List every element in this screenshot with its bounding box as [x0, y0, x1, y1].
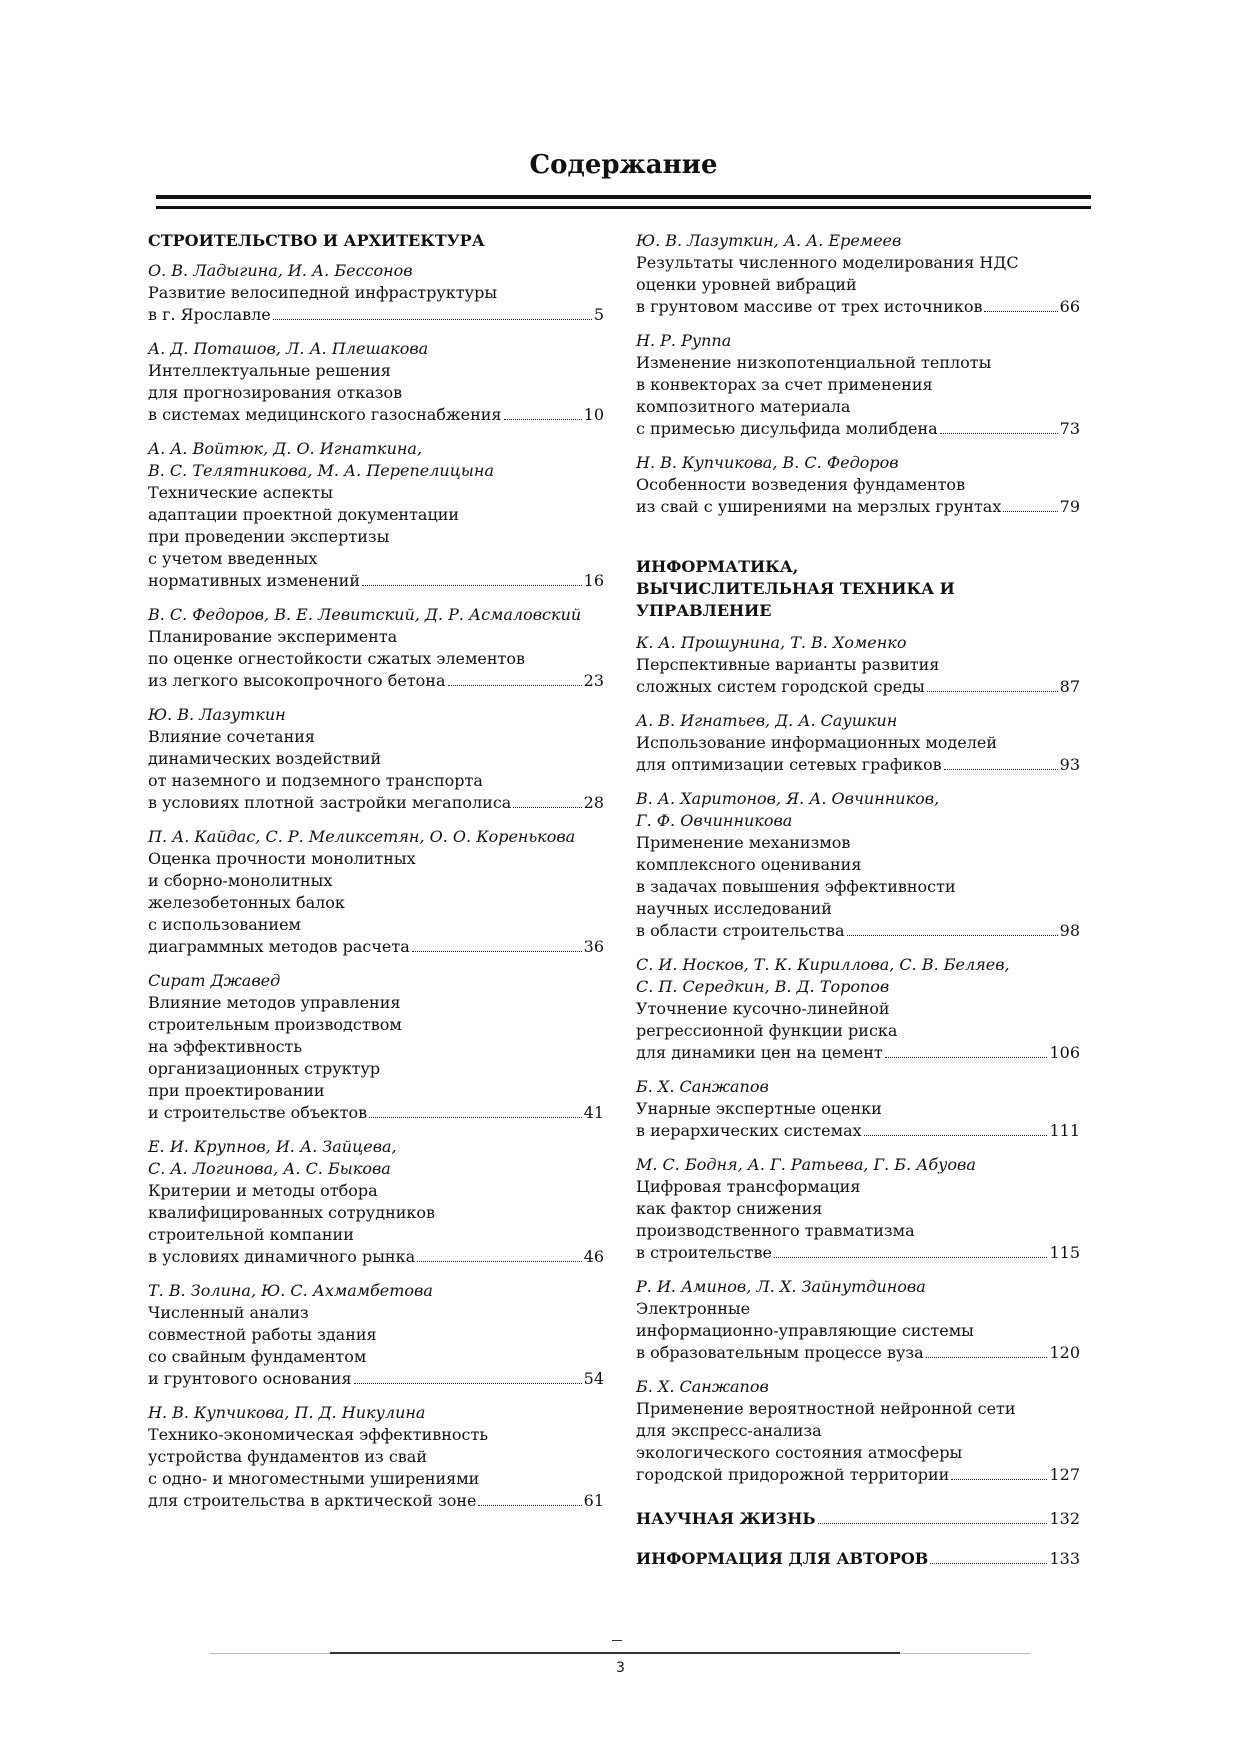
toc-entry-last-line	[148, 792, 604, 814]
toc-entry-last-line	[148, 670, 604, 692]
toc-entry-title: Применение механизмов комплексного оценивания в задачах повышения эффективности научных исследований	[636, 833, 956, 918]
toc-entry	[636, 632, 1080, 698]
toc-entry-title: Влияние сочетания динамических воздействий от наземного и подземного транспорта	[148, 727, 483, 790]
toc-entry-title-end: в строительстве	[636, 1243, 772, 1262]
toc-entry-title-end: в г. Ярославле	[148, 305, 271, 324]
toc-entry-title-end: с примесью дисульфида молибдена	[636, 419, 938, 438]
right-top-entries	[636, 230, 1080, 518]
toc-entry	[148, 970, 604, 1124]
toc-entry-authors: Б. Х. Санжапов	[636, 1077, 769, 1096]
toc-entry	[636, 1076, 1080, 1142]
toc-entry-title: Влияние методов управления строительным производством на эффективность организационных структур при проектировании	[148, 993, 402, 1100]
toc-entry-page: 23	[583, 671, 604, 690]
toc-entry-last-line	[636, 920, 1080, 942]
toc-entry-title: Оценка прочности монолитных и сборно-монолитных железобетонных балок с использованием	[148, 849, 416, 934]
toc-entry-title-end: нормативных изменений	[148, 571, 360, 590]
dot-leader	[818, 1523, 1048, 1524]
toc-entry-title-end: городской придорожной территории	[636, 1465, 950, 1484]
dot-leader	[940, 433, 1058, 434]
toc-entry	[636, 330, 1080, 440]
toc-entry-title-end: в образовательным процессе вуза	[636, 1343, 924, 1362]
toc-entry-title: Критерии и методы отбора квалифицированных сотрудников строительной компании	[148, 1181, 436, 1244]
toc-entry	[636, 230, 1080, 318]
toc-entry-last-line	[636, 496, 1080, 518]
toc-entry-title-end: и грунтового основания	[148, 1369, 352, 1388]
toc-entry-title: Перспективные варианты развития	[636, 655, 940, 674]
toc-entry	[636, 1276, 1080, 1364]
toc-entry-title: Технико-экономическая эффективность устройства фундаментов из свай с одно- и многоместными уширениями	[148, 1425, 489, 1488]
dot-leader	[847, 935, 1058, 936]
toc-entry-title: Цифровая трансформация как фактор снижения производственного травматизма	[636, 1177, 915, 1240]
toc-entry-authors: С. И. Носков, Т. К. Кириллова, С. В. Беляев, С. П. Середкин, В. Д. Торопов	[636, 955, 1010, 996]
toc-entry-page: 115	[1049, 1243, 1080, 1262]
dot-leader	[927, 691, 1058, 692]
toc-entry-authors: Сират Джавед	[148, 971, 281, 990]
dot-leader	[369, 1117, 582, 1118]
toc-entry-title-end: в иерархических системах	[636, 1121, 862, 1140]
dot-leader	[273, 319, 592, 320]
footer-rule-dark	[330, 1652, 900, 1654]
toc-entry-page: 127	[1049, 1465, 1080, 1484]
toc-entry-last-line	[148, 1102, 604, 1124]
toc-entry-last-line	[148, 304, 604, 326]
toc-entry-authors: Б. Х. Санжапов	[636, 1377, 769, 1396]
toc-entry-title-end: для строительства в арктической зоне	[148, 1491, 477, 1510]
toc-entry-page: 41	[583, 1103, 604, 1122]
toc-entry-title: Особенности возведения фундаментов	[636, 475, 966, 494]
toc-section-label: НАУЧНАЯ ЖИЗНЬ	[636, 1509, 816, 1528]
toc-entry-title-end: для оптимизации сетевых графиков	[636, 755, 942, 774]
toc-section-page: 132	[1049, 1509, 1080, 1528]
toc-entry-title-end: в условиях плотной застройки мегаполиса	[148, 793, 512, 812]
section-heading-label: ИНФОРМАТИКА, ВЫЧИСЛИТЕЛЬНАЯ ТЕХНИКА И УПРАВЛЕНИЕ	[636, 557, 955, 620]
right-column	[636, 230, 1080, 1588]
dot-leader	[1003, 511, 1057, 512]
toc-entry-title-end: диаграммных методов расчета	[148, 937, 410, 956]
toc-entry-title-end: в области строительства	[636, 921, 845, 940]
left-column	[148, 230, 604, 1524]
toc-entry-authors: Н. Р. Руппа	[636, 331, 732, 350]
left-entries	[148, 260, 604, 1512]
toc-entry-last-line	[148, 404, 604, 426]
toc-entry-title: Электронные информационно-управляющие системы	[636, 1299, 974, 1340]
dot-leader	[448, 685, 582, 686]
toc-entry-title: Развитие велосипедной инфраструктуры	[148, 283, 498, 302]
toc-entry-authors: Е. И. Крупнов, И. А. Зайцева, С. А. Логинова, А. С. Быкова	[148, 1137, 397, 1178]
dot-leader	[513, 807, 581, 808]
toc-entry-last-line	[148, 570, 604, 592]
toc-entry-page: 79	[1059, 497, 1080, 516]
toc-entry-title-end: в грунтовом массиве от трех источников	[636, 297, 983, 316]
dot-leader	[504, 419, 582, 420]
toc-entry-authors: В. С. Федоров, В. Е. Левитский, Д. Р. Асмаловский	[148, 605, 582, 624]
toc-entry-last-line	[636, 1242, 1080, 1264]
toc-entry-last-line	[636, 296, 1080, 318]
toc-entry-title: Результаты численного моделирования НДС оценки уровней вибраций	[636, 253, 1019, 294]
page-title: Содержание	[529, 150, 718, 180]
toc-entry-page: 98	[1059, 921, 1080, 940]
toc-entry-page: 5	[593, 305, 604, 324]
toc-entry-page: 16	[583, 571, 604, 590]
toc-entry	[636, 1154, 1080, 1264]
right-tail	[636, 1508, 1080, 1570]
toc-entry-last-line	[636, 1342, 1080, 1364]
toc-entry-title-end: в условиях динамичного рынка	[148, 1247, 416, 1266]
toc-entry-last-line	[636, 1120, 1080, 1142]
toc-entry-title: Изменение низкопотенциальной теплоты в конвекторах за счет применения композитного материала	[636, 353, 992, 416]
toc-entry-last-line	[636, 1042, 1080, 1064]
toc-entry-last-line	[148, 1368, 604, 1390]
toc-entry-last-line	[148, 1490, 604, 1512]
toc-entry-title-end: и строительстве объектов	[148, 1103, 368, 1122]
toc-entry-page: 61	[583, 1491, 604, 1510]
toc-entry-page: 87	[1059, 677, 1080, 696]
toc-entry-title-end: из легкого высокопрочного бетона	[148, 671, 446, 690]
dot-leader	[417, 1261, 582, 1262]
toc-entry-page: 66	[1059, 297, 1080, 316]
toc-entry-authors: М. С. Бодня, А. Г. Ратьева, Г. Б. Абуова	[636, 1155, 976, 1174]
toc-entry-title: Использование информационных моделей	[636, 733, 998, 752]
toc-entry-title-end: из свай с уширениями на мерзлых грунтах	[636, 497, 1002, 516]
toc-entry-authors: Н. В. Купчикова, В. С. Федоров	[636, 453, 899, 472]
dot-leader	[951, 1479, 1047, 1480]
toc-section-page: 133	[1049, 1549, 1080, 1568]
toc-entry-page: 54	[583, 1369, 604, 1388]
dot-leader	[984, 311, 1057, 312]
toc-entry-title: Применение вероятностной нейронной сети для экспресс-анализа экологического состояния атмосферы	[636, 1399, 1016, 1462]
toc-entry-title: Уточнение кусочно-линейной регрессионной функции риска	[636, 999, 898, 1040]
title-rule-thin	[156, 206, 1091, 209]
toc-entry	[636, 1376, 1080, 1486]
toc-entry-page: 36	[583, 937, 604, 956]
toc-entry	[636, 954, 1080, 1064]
dot-leader	[885, 1057, 1048, 1058]
toc-entry	[636, 710, 1080, 776]
title-rule-thick	[156, 195, 1091, 199]
toc-entry-authors: Т. В. Золина, Ю. С. Ахмамбетова	[148, 1281, 433, 1300]
right-entries	[636, 632, 1080, 1486]
toc-entry-authors: Ю. В. Лазуткин	[148, 705, 286, 724]
toc-entry-page: 28	[583, 793, 604, 812]
toc-entry-last-line	[636, 1464, 1080, 1486]
toc-entry-authors: А. А. Войтюк, Д. О. Игнаткина, В. С. Телятникова, М. А. Перепелицына	[148, 439, 495, 480]
toc-entry	[148, 260, 604, 326]
section-heading	[148, 230, 604, 252]
toc-entry	[148, 1280, 604, 1390]
footer-mark	[612, 1640, 622, 1641]
dot-leader	[362, 585, 582, 586]
toc-entry-title-end: в системах медицинского газоснабжения	[148, 405, 502, 424]
dot-leader	[774, 1257, 1048, 1258]
dot-leader	[930, 1563, 1047, 1564]
toc-entry	[148, 438, 604, 592]
toc-entry	[148, 704, 604, 814]
toc-entry	[148, 1136, 604, 1268]
toc-entry-page: 106	[1049, 1043, 1080, 1062]
dot-leader	[412, 951, 582, 952]
toc-entry-authors: Н. В. Купчикова, П. Д. Никулина	[148, 1403, 426, 1422]
toc-entry	[636, 452, 1080, 518]
toc-entry-page: 93	[1059, 755, 1080, 774]
dot-leader	[926, 1357, 1048, 1358]
toc-entry-page: 73	[1059, 419, 1080, 438]
toc-entry	[148, 604, 604, 692]
page-number: 3	[616, 1660, 625, 1676]
toc-entry-page: 111	[1049, 1121, 1080, 1140]
toc-section-entry	[636, 1508, 1080, 1530]
dot-leader	[944, 769, 1058, 770]
toc-entry-authors: А. Д. Поташов, Л. А. Плешакова	[148, 339, 429, 358]
toc-section-label: ИНФОРМАЦИЯ ДЛЯ АВТОРОВ	[636, 1549, 929, 1568]
toc-entry-page: 10	[583, 405, 604, 424]
toc-entry-last-line	[636, 676, 1080, 698]
toc-entry-authors: П. А. Кайдас, С. Р. Меликсетян, О. О. Коренькова	[148, 827, 576, 846]
toc-entry-page: 46	[583, 1247, 604, 1266]
section-heading-label: СТРОИТЕЛЬСТВО И АРХИТЕКТУРА	[148, 231, 485, 250]
toc-entry-last-line	[636, 418, 1080, 440]
toc-entry-last-line	[148, 1246, 604, 1268]
toc-entry-authors: К. А. Прошунина, Т. В. Хоменко	[636, 633, 907, 652]
toc-entry-title: Технические аспекты адаптации проектной документации при проведении экспертизы с учетом введенных	[148, 483, 460, 568]
toc-entry	[148, 1402, 604, 1512]
toc-entry-title: Унарные экспертные оценки	[636, 1099, 882, 1118]
toc-entry	[636, 788, 1080, 942]
toc-entry-last-line	[636, 754, 1080, 776]
toc-entry-authors: А. В. Игнатьев, Д. А. Саушкин	[636, 711, 898, 730]
toc-entry-page: 120	[1049, 1343, 1080, 1362]
toc-entry-authors: О. В. Ладыгина, И. А. Бессонов	[148, 261, 413, 280]
toc-entry-authors: Р. И. Аминов, Л. Х. Зайнутдинова	[636, 1277, 926, 1296]
toc-entry	[148, 338, 604, 426]
dot-leader	[478, 1505, 581, 1506]
toc-entry-title-end: для динамики цен на цемент	[636, 1043, 883, 1062]
toc-entry-authors: В. А. Харитонов, Я. А. Овчинников, Г. Ф. Овчинникова	[636, 789, 940, 830]
toc-entry-title: Численный анализ совместной работы здания со свайным фундаментом	[148, 1303, 377, 1366]
dot-leader	[354, 1383, 582, 1384]
toc-entry-authors: Ю. В. Лазуткин, А. А. Еремеев	[636, 231, 902, 250]
dot-leader	[864, 1135, 1048, 1136]
section-heading	[636, 556, 1080, 622]
toc-entry-last-line	[148, 936, 604, 958]
toc-section-entry	[636, 1548, 1080, 1570]
toc-entry-title: Планирование эксперимента по оценке огнестойкости сжатых элементов	[148, 627, 526, 668]
toc-entry	[148, 826, 604, 958]
toc-entry-title-end: сложных систем городской среды	[636, 677, 925, 696]
toc-entry-title: Интеллектуальные решения для прогнозирования отказов	[148, 361, 403, 402]
